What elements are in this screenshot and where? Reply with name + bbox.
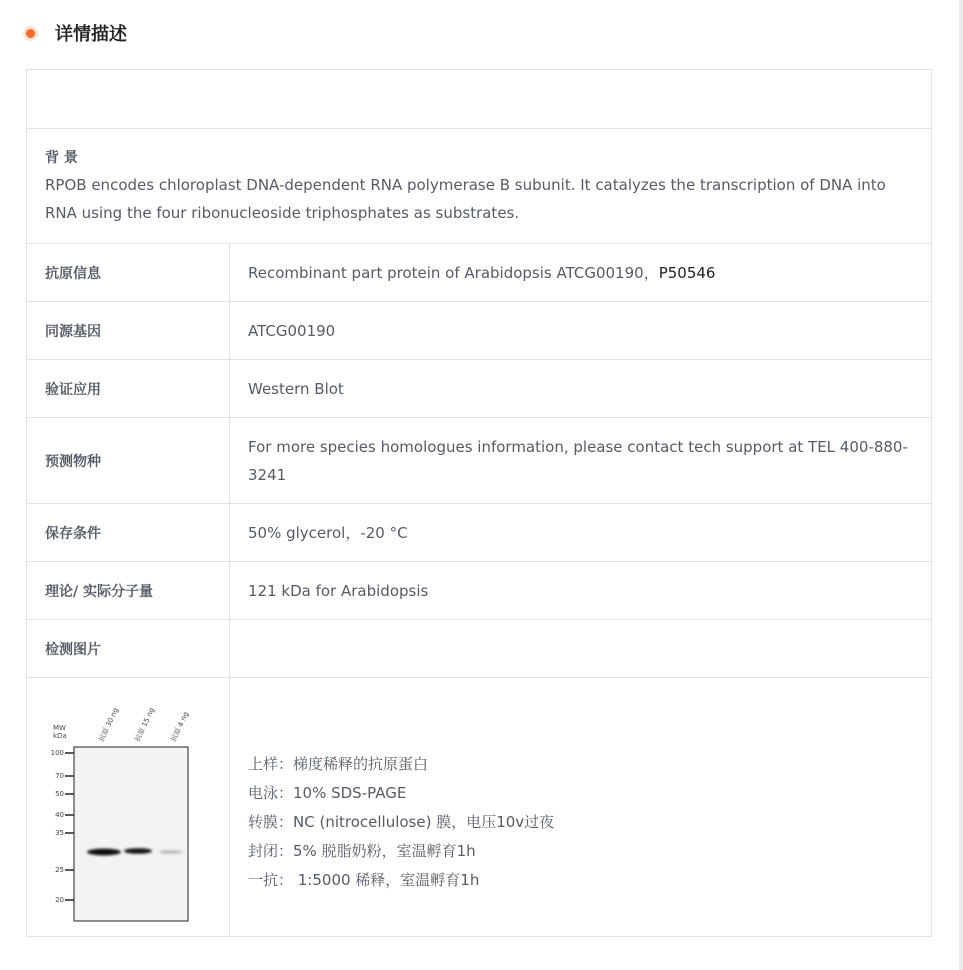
band-lane-3	[159, 850, 183, 854]
scrollbar[interactable]	[959, 0, 963, 970]
row-label: 验证应用	[27, 360, 230, 417]
note-line: 封闭：5% 脱脂奶粉，室温孵育1h	[248, 842, 476, 860]
row-value: 50% glycerol，-20 °C	[248, 523, 408, 542]
row-value: Western Blot	[248, 379, 344, 398]
antigen-text: Recombinant part protein of Arabidopsis ATCG00190，	[248, 263, 659, 282]
table-row-images	[27, 619, 931, 677]
background-row	[27, 128, 931, 243]
mw-header-line1: MW	[53, 724, 66, 732]
mw-header-line2: kDa	[53, 732, 67, 740]
lane-label: 抗原 30 ng	[97, 706, 121, 743]
table-row-application	[27, 359, 931, 417]
marker-label: 100	[50, 749, 64, 757]
row-label: 预测物种	[27, 418, 230, 503]
row-label: 检测图片	[27, 620, 230, 677]
note-line: 上样：梯度稀释的抗原蛋白	[248, 755, 429, 773]
section-header	[26, 18, 127, 48]
bullet-dot-icon	[26, 29, 35, 38]
row-label: 理论/ 实际分子量	[27, 562, 230, 619]
marker-label: 50	[55, 790, 64, 798]
background-label: 背 景	[45, 150, 78, 166]
marker-label: 25	[55, 866, 64, 874]
row-value	[230, 244, 931, 301]
marker-label: 20	[55, 896, 64, 904]
note-line: 一抗： 1:5000 稀释，室温孵育1h	[248, 871, 480, 889]
section-title: 详情描述	[55, 24, 127, 45]
row-label: 同源基因	[27, 302, 230, 359]
western-blot-image	[27, 678, 230, 937]
empty-row	[27, 70, 931, 128]
row-value: ATCG00190	[248, 321, 336, 340]
band-lane-1	[87, 849, 121, 856]
marker-label: 40	[55, 811, 64, 819]
background-text: RPOB encodes chloroplast DNA-dependent RNA polymerase B subunit. It catalyzes the transcription of DNA into RNA using the four ribonucleoside triphosphates as substrates.	[45, 176, 886, 222]
row-value: 121 kDa for Arabidopsis	[248, 581, 429, 600]
row-value	[230, 620, 931, 677]
row-label: 抗原信息	[27, 244, 230, 301]
blot-notes	[230, 678, 931, 936]
table-row-species	[27, 417, 931, 503]
lane-label: 抗原 4 ng	[169, 710, 191, 743]
table-row-blot	[27, 677, 931, 936]
table-row-antigen	[27, 243, 931, 301]
table-row-storage	[27, 503, 931, 561]
uniprot-id: P50546	[658, 263, 716, 282]
row-label: 保存条件	[27, 504, 230, 561]
lane-label: 抗原 15 ng	[133, 706, 157, 743]
marker-label: 70	[55, 772, 64, 780]
table-row-gene	[27, 301, 931, 359]
note-line: 电泳：10% SDS-PAGE	[248, 784, 407, 802]
note-line: 转膜：NC (nitrocellulose) 膜，电压10v过夜	[248, 813, 555, 831]
western-blot-figure	[27, 678, 230, 936]
marker-label: 35	[55, 829, 64, 837]
spec-table	[26, 69, 932, 937]
band-lane-2	[124, 848, 152, 854]
row-value: For more species homologues information, please contact tech support at TEL 400-880-3241	[248, 437, 908, 484]
table-row-mw	[27, 561, 931, 619]
